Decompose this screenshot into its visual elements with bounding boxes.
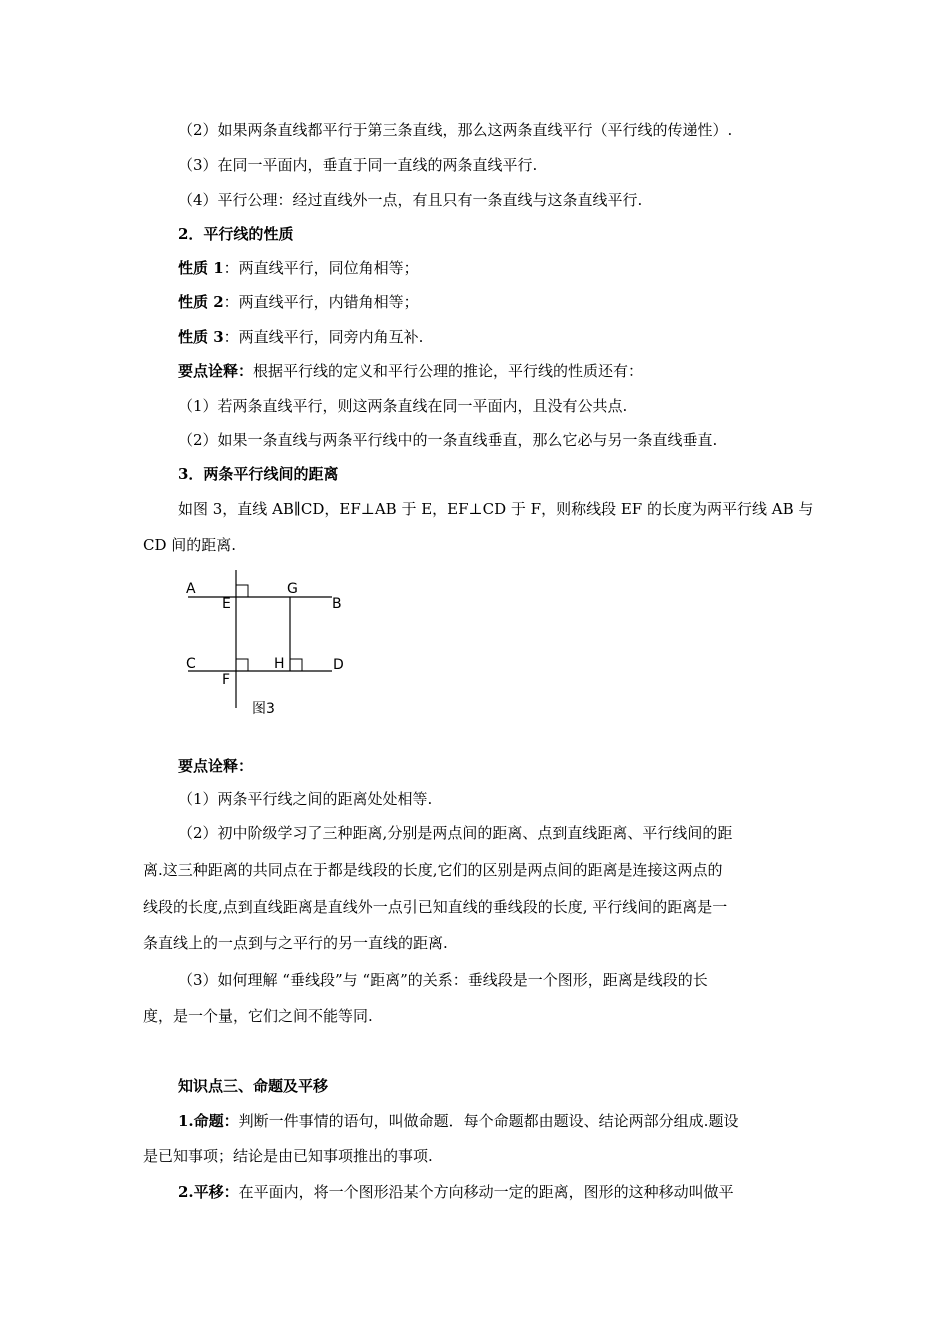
note-item-1: （1）若两条直线平行，则这两条直线在同一平面内，且没有公共点.: [178, 397, 628, 415]
criterion-4: （4）平行公理：经过直线外一点，有且只有一条直线与这条直线平行.: [178, 191, 643, 209]
note-item-2: （2）如果一条直线与两条平行线中的一条直线垂直，那么它必与另一条直线垂直.: [178, 431, 718, 449]
translation-label: 2.平移：: [178, 1183, 239, 1201]
section-3-paragraph-line-1: 如图 3，直线 AB∥CD，EF⊥AB 于 E，EF⊥CD 于 F，则称线段 EF 的长度为两平行线 AB 与: [178, 500, 814, 518]
remark-1: （1）两条平行线之间的距离处处相等.: [178, 790, 433, 808]
remark-2-line-4: 条直线上的一点到与之平行的另一直线的距离.: [143, 934, 448, 952]
remark-2-line-2: 离.这三种距离的共同点在于都是线段的长度,它们的区别是两点间的距离是连接这两点的: [143, 861, 723, 879]
right-angle-mark-f: [236, 659, 248, 671]
knowledge-point-3-heading: 知识点三、命题及平移: [178, 1077, 329, 1095]
section-3-heading: 3．两条平行线间的距离: [178, 465, 339, 483]
label-b: B: [332, 596, 342, 612]
key-note-2-label: 要点诠释：: [178, 757, 254, 775]
key-note-1-label: 要点诠释：: [178, 362, 254, 380]
proposition-label: 1.命题：: [178, 1112, 239, 1130]
remark-3-line-2: 度，是一个量，它们之间不能等同.: [143, 1007, 373, 1025]
translation-definition-line-1: [178, 1182, 848, 1202]
remark-2-line-1: （2）初中阶级学习了三种距离,分别是两点间的距离、点到直线距离、平行线间的距: [178, 824, 733, 842]
section-3-paragraph-line-2: CD 间的距离.: [143, 536, 237, 554]
right-angle-mark-e: [236, 585, 248, 597]
remark-3-line-1: （3）如何理解 “垂线段”与 “距离”的关系：垂线段是一个图形，距离是线段的长: [178, 971, 708, 989]
label-a: A: [186, 581, 196, 597]
property-3: [178, 327, 848, 347]
property-1-label: 性质 1: [178, 259, 224, 277]
property-2: [178, 292, 848, 312]
translation-text: 在平面内，将一个图形沿某个方向移动一定的距离，图形的这种移动叫做平: [238, 1183, 734, 1201]
proposition-definition-line-2: 是已知事项；结论是由已知事项推出的事项.: [143, 1147, 433, 1165]
property-1: [178, 258, 848, 278]
right-angle-mark-h: [290, 659, 302, 671]
proposition-text: 判断一件事情的语句，叫做命题．每个命题都由题设、结论两部分组成.题设: [238, 1112, 739, 1130]
property-2-label: 性质 2: [178, 293, 224, 311]
proposition-definition-line-1: [178, 1111, 848, 1131]
property-2-text: ：两直线平行，内错角相等；: [223, 293, 419, 311]
key-note-1: [178, 361, 848, 381]
criterion-3: （3）在同一平面内，垂直于同一直线的两条直线平行.: [178, 156, 538, 174]
label-d: D: [333, 657, 344, 673]
remark-2-line-3: 线段的长度,点到直线距离是直线外一点引已知直线的垂线段的长度, 平行线间的距离是一: [143, 898, 728, 916]
figure-3: [180, 568, 360, 720]
parallel-lines-diagram: [180, 568, 360, 720]
label-f: F: [222, 672, 231, 688]
label-g: G: [287, 581, 298, 597]
key-note-1-text: 根据平行线的定义和平行公理的推论，平行线的性质还有：: [253, 362, 644, 380]
label-h: H: [274, 656, 285, 672]
criterion-2: （2）如果两条直线都平行于第三条直线，那么这两条直线平行（平行线的传递性）.: [178, 121, 733, 139]
property-1-text: ：两直线平行，同位角相等；: [223, 259, 419, 277]
property-3-label: 性质 3: [178, 328, 224, 346]
figure-caption: 图3: [252, 701, 275, 717]
property-3-text: ：两直线平行，同旁内角互补.: [223, 328, 424, 346]
label-e: E: [222, 596, 231, 612]
label-c: C: [186, 656, 196, 672]
section-2-heading: 2．平行线的性质: [178, 225, 294, 243]
